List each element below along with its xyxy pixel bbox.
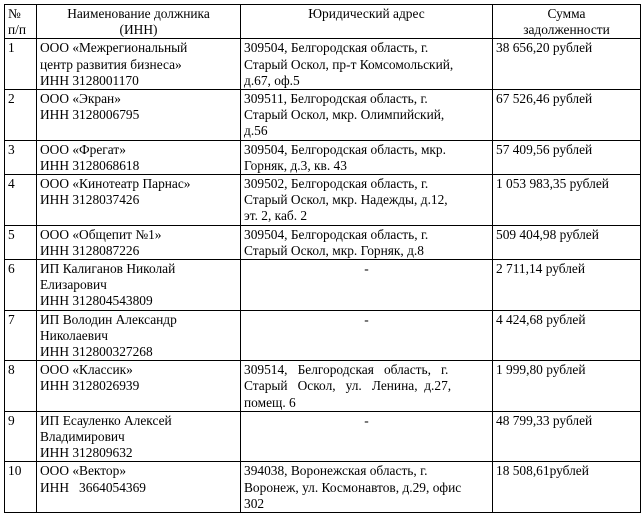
table-row — [5, 361, 641, 412]
legal-address: - — [241, 310, 493, 361]
debtor-name: ИП Володин Александр Николаевич ИНН 312800327268 — [37, 310, 241, 361]
debtor-name: ООО «Кинотеатр Парнас» ИНН 3128037426 — [37, 175, 241, 226]
row-number: 4 — [5, 175, 37, 226]
debt-amount: 1 999,80 рублей — [493, 361, 641, 412]
table-row — [5, 225, 641, 259]
legal-address: - — [241, 260, 493, 311]
debtor-name: ИП Есауленко Алексей Владимирович ИНН 312809632 — [37, 411, 241, 462]
debt-amount: 509 404,98 рублей — [493, 225, 641, 259]
table-row — [5, 411, 641, 462]
table-row — [5, 90, 641, 141]
row-number: 6 — [5, 260, 37, 311]
debt-amount: 1 053 983,35 рублей — [493, 175, 641, 226]
row-number: 7 — [5, 310, 37, 361]
legal-address: 309504, Белгородская область, мкр. Горняк, д.3, кв. 43 — [241, 140, 493, 174]
debtors-table-container — [4, 4, 641, 513]
debt-amount: 4 424,68 рублей — [493, 310, 641, 361]
debt-amount: 18 508,61рублей — [493, 462, 641, 513]
legal-address: 309504, Белгородская область, г. Старый Оскол, пр-т Комсомольский, д.67, оф.5 — [241, 39, 493, 90]
debt-amount: 57 409,56 рублей — [493, 140, 641, 174]
header-number: № п/п — [5, 5, 37, 39]
debtor-name: ИП Калиганов Николай Елизарович ИНН 312804543809 — [37, 260, 241, 311]
legal-address: 309511, Белгородская область, г. Старый Оскол, мкр. Олимпийский, д.56 — [241, 90, 493, 141]
table-row — [5, 260, 641, 311]
table-row — [5, 175, 641, 226]
table-row — [5, 39, 641, 90]
table-row — [5, 140, 641, 174]
debt-amount: 38 656,20 рублей — [493, 39, 641, 90]
debtor-name: ООО «Межрегиональный центр развития бизнеса» ИНН 3128001170 — [37, 39, 241, 90]
debtor-name: ООО «Классик» ИНН 3128026939 — [37, 361, 241, 412]
debt-amount: 2 711,14 рублей — [493, 260, 641, 311]
row-number: 1 — [5, 39, 37, 90]
table-header-row — [5, 5, 641, 39]
debtor-name: ООО «Экран» ИНН 3128006795 — [37, 90, 241, 141]
row-number: 9 — [5, 411, 37, 462]
debt-amount: 67 526,46 рублей — [493, 90, 641, 141]
row-number: 8 — [5, 361, 37, 412]
row-number: 10 — [5, 462, 37, 513]
header-legal-address: Юридический адрес — [241, 5, 493, 39]
row-number: 5 — [5, 225, 37, 259]
row-number: 3 — [5, 140, 37, 174]
debtor-name: ООО «Вектор» ИНН 3664054369 — [37, 462, 241, 513]
row-number: 2 — [5, 90, 37, 141]
legal-address: 309502, Белгородская область, г. Старый Оскол, мкр. Надежды, д.12, эт. 2, каб. 2 — [241, 175, 493, 226]
debtor-name: ООО «Общепит №1» ИНН 3128087226 — [37, 225, 241, 259]
debtors-table — [4, 4, 641, 513]
table-row — [5, 462, 641, 513]
legal-address: 309514, Белгородская область, г. Старый Оскол, ул. Ленина, д.27, помещ. 6 — [241, 361, 493, 412]
legal-address: 309504, Белгородская область, г. Старый Оскол, мкр. Горняк, д.8 — [241, 225, 493, 259]
legal-address: - — [241, 411, 493, 462]
header-debt-amount: Сумма задолженности — [493, 5, 641, 39]
header-debtor-name: Наименование должника (ИНН) — [37, 5, 241, 39]
legal-address: 394038, Воронежская область, г. Воронеж, ул. Космонавтов, д.29, офис 302 — [241, 462, 493, 513]
table-body — [5, 39, 641, 513]
table-row — [5, 310, 641, 361]
debt-amount: 48 799,33 рублей — [493, 411, 641, 462]
debtor-name: ООО «Фрегат» ИНН 3128068618 — [37, 140, 241, 174]
